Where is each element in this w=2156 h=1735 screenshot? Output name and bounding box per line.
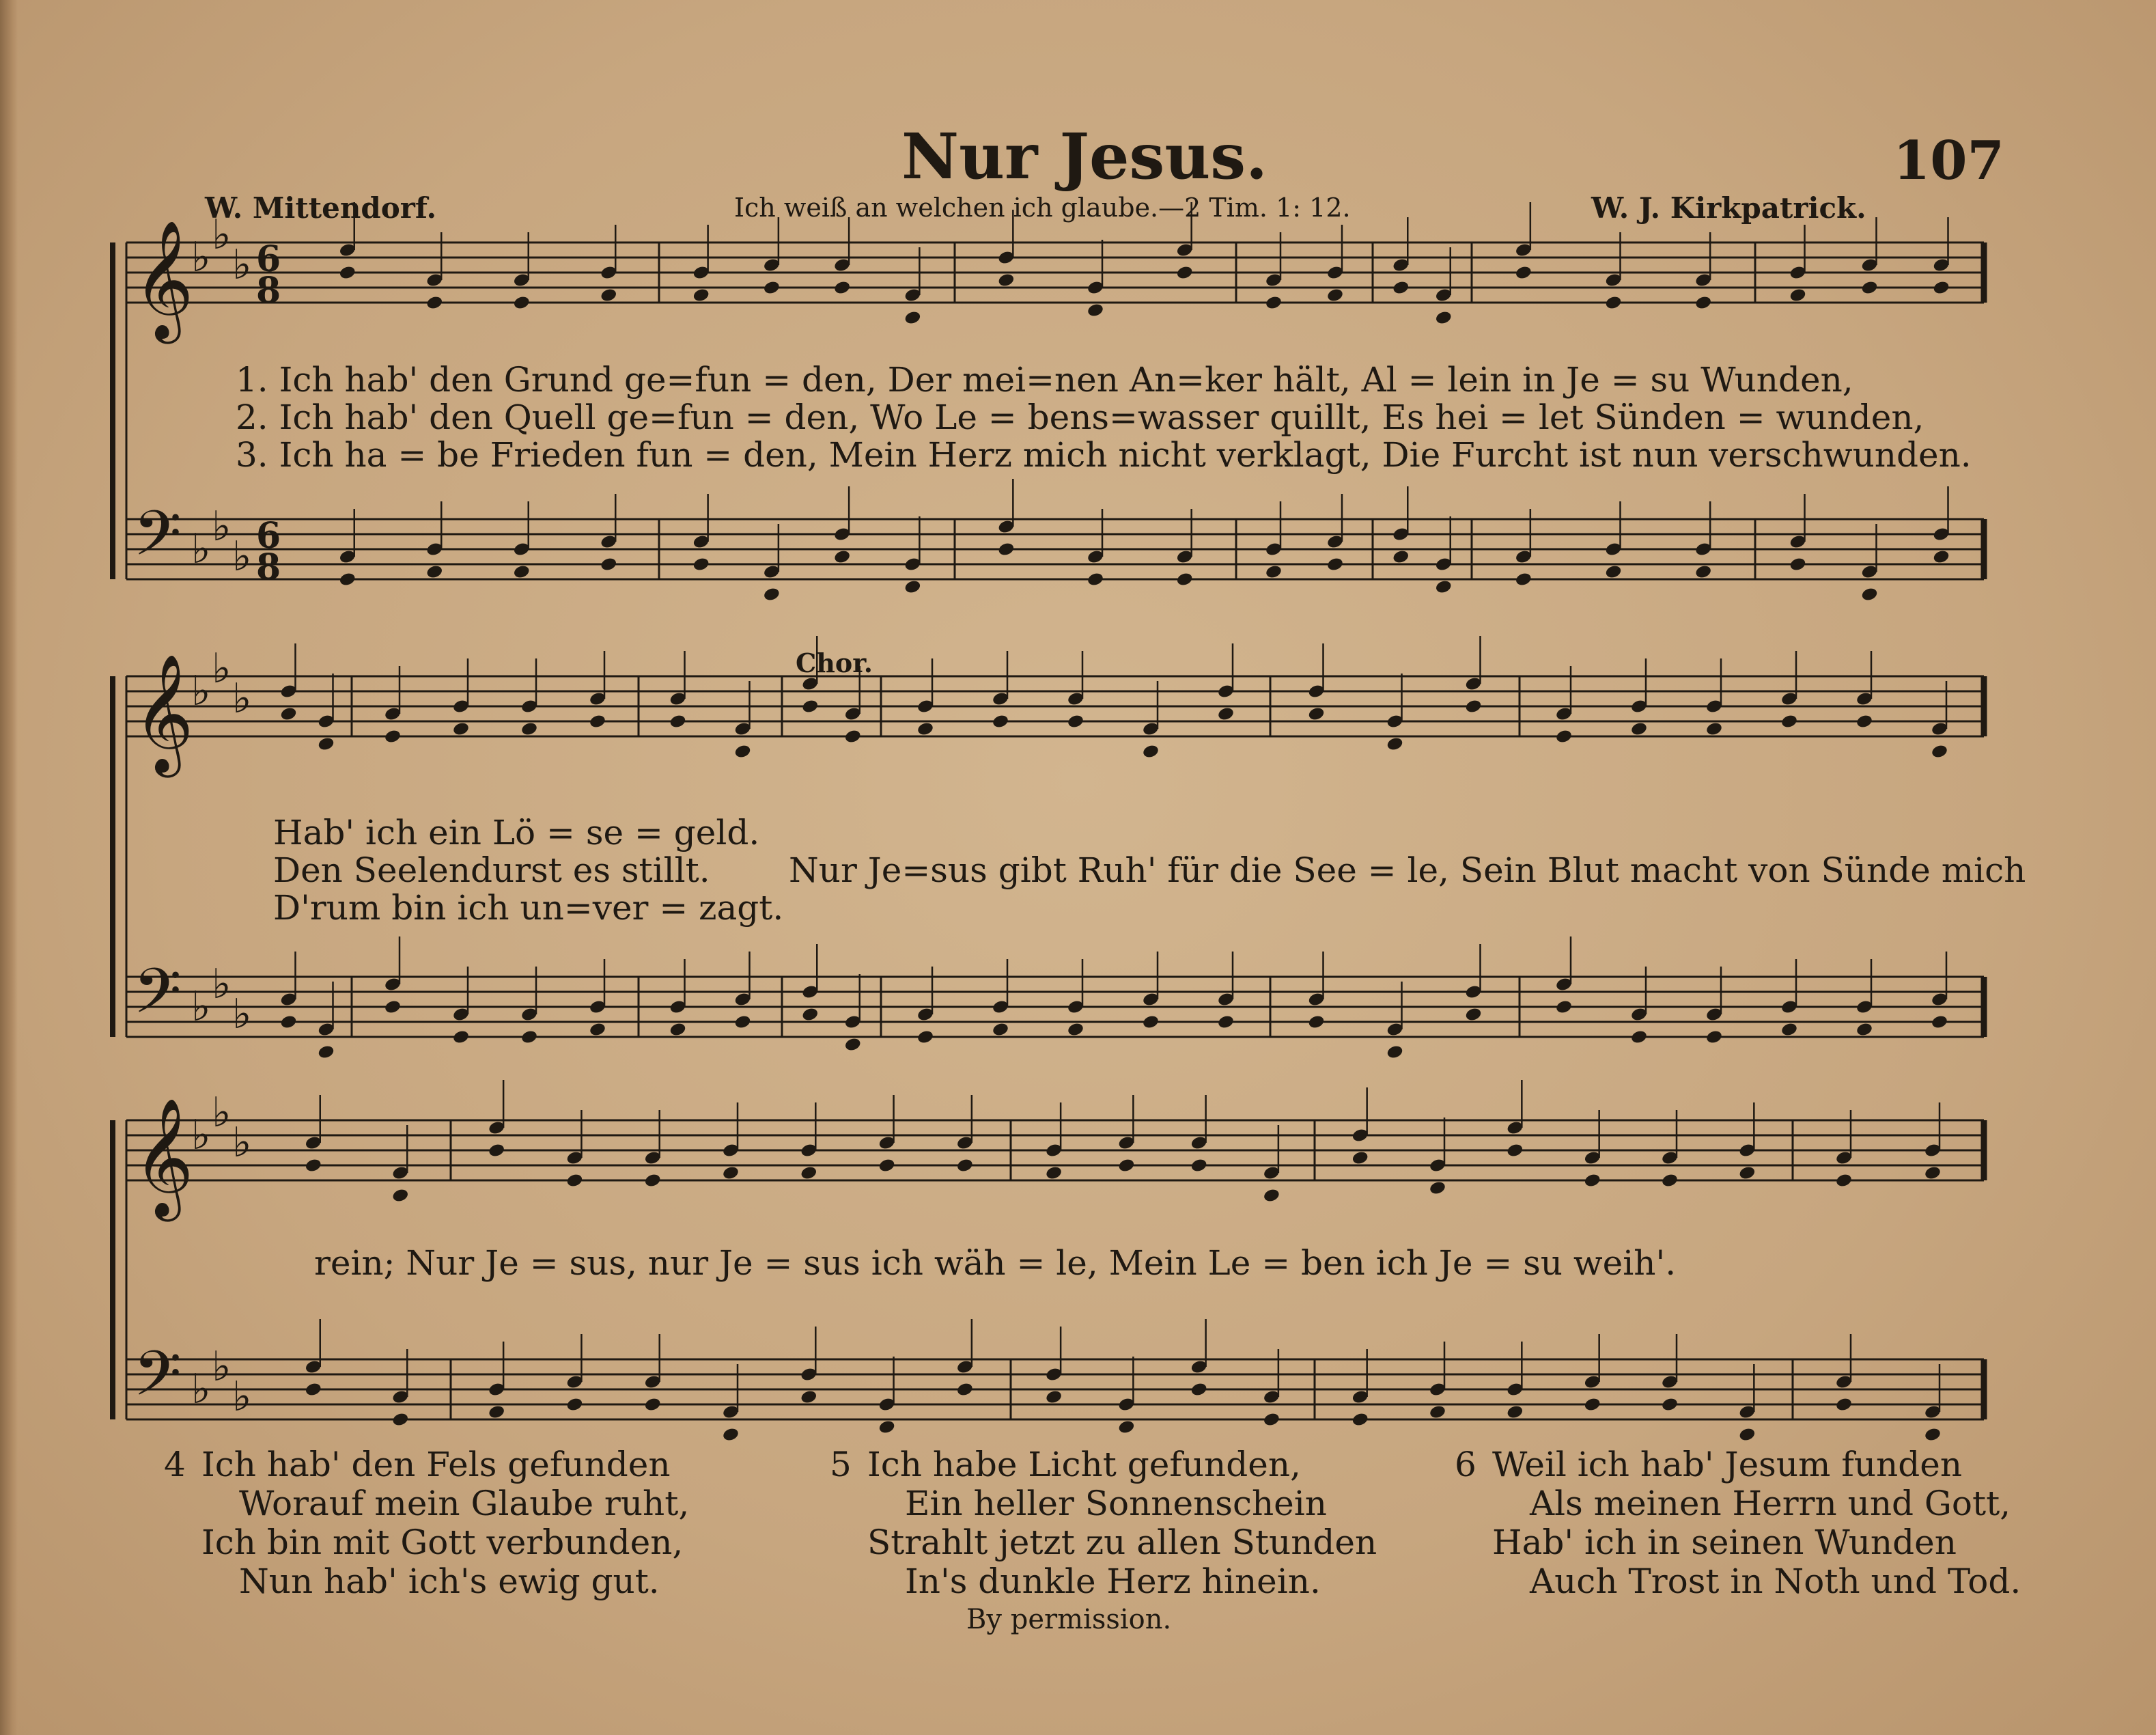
bass-clef-icon: 𝄢 xyxy=(133,497,182,585)
flat-icon: ♭ xyxy=(191,525,211,573)
note-head xyxy=(1506,1143,1524,1158)
note-head xyxy=(513,295,531,311)
note-head xyxy=(1630,721,1648,737)
flat-icon: ♭ xyxy=(191,983,211,1031)
note-head xyxy=(1307,706,1325,722)
note-head xyxy=(452,1029,470,1045)
treble-staff xyxy=(126,676,1984,736)
note-head xyxy=(644,1397,662,1413)
note-head xyxy=(1386,736,1403,752)
note-head xyxy=(722,1427,740,1443)
note-head xyxy=(833,549,851,565)
composer-credit: W. J. Kirkpatrick. xyxy=(1591,191,1866,225)
system2-verse1-lyrics: Hab' ich ein Lö = se = geld. xyxy=(273,813,760,852)
flat-icon: ♭ xyxy=(232,990,252,1038)
note-head xyxy=(600,557,617,572)
note-head xyxy=(1307,1014,1325,1030)
system2-verse3-lyrics: D'rum bin ich un=ver = zagt. xyxy=(273,888,784,928)
note-head xyxy=(1265,295,1283,311)
note-head xyxy=(1555,999,1573,1015)
flat-icon: ♭ xyxy=(212,960,232,1008)
note-head xyxy=(1738,1165,1756,1181)
note-head xyxy=(513,564,531,580)
note-head xyxy=(800,1389,817,1405)
note-head xyxy=(391,1188,409,1204)
flat-icon: ♭ xyxy=(212,211,232,259)
stanza-number: 6 xyxy=(1455,1445,1476,1484)
note-head xyxy=(878,1158,895,1174)
bass-clef-icon: 𝄢 xyxy=(133,1337,182,1425)
note-head xyxy=(1932,280,1950,296)
note-head xyxy=(997,273,1015,288)
note-head xyxy=(1924,1165,1942,1181)
note-head xyxy=(1860,587,1878,602)
note-head xyxy=(992,714,1009,730)
note-head xyxy=(1789,557,1806,572)
note-head xyxy=(1661,1397,1679,1413)
stanza-number: 4 xyxy=(164,1445,186,1484)
note-head xyxy=(1087,572,1104,587)
note-head xyxy=(1506,1404,1524,1420)
note-head xyxy=(1584,1397,1601,1413)
note-head xyxy=(1176,572,1194,587)
note-head xyxy=(1856,714,1873,730)
note-head xyxy=(1435,310,1453,326)
stanza-line: In's dunkle Herz hinein. xyxy=(905,1562,1321,1601)
note-head xyxy=(763,280,781,296)
note-head xyxy=(763,587,781,602)
stanza-number: 5 xyxy=(830,1445,852,1484)
note-head xyxy=(844,1037,862,1053)
time-signature-numerator: 6 xyxy=(256,515,281,557)
note-head xyxy=(305,1382,322,1398)
flat-icon: ♭ xyxy=(212,1343,232,1391)
page-number: 107 xyxy=(1893,130,2004,192)
note-head xyxy=(1932,549,1950,565)
flat-icon: ♭ xyxy=(212,503,232,551)
note-head xyxy=(1835,1397,1853,1413)
note-head xyxy=(1464,699,1482,714)
note-head xyxy=(992,1022,1009,1038)
flat-icon: ♭ xyxy=(212,645,232,693)
note-head xyxy=(339,265,356,281)
note-head xyxy=(1429,1404,1446,1420)
note-head xyxy=(279,1014,297,1030)
bass-clef-icon: 𝄢 xyxy=(133,955,182,1042)
note-head xyxy=(1386,1044,1403,1060)
note-head xyxy=(1326,557,1344,572)
note-head xyxy=(833,280,851,296)
note-head xyxy=(1176,265,1194,281)
note-head xyxy=(305,1158,322,1174)
note-head xyxy=(844,729,862,745)
note-head xyxy=(733,1014,751,1030)
note-head xyxy=(1190,1158,1208,1174)
system1-verse2-lyrics: 2. Ich hab' den Quell ge=fun = den, Wo Le = bens=wasser quillt, Es hei = let Sünden = wunden, xyxy=(236,398,1924,437)
lyricist-credit: W. Mittendorf. xyxy=(205,191,437,225)
note-head xyxy=(1435,579,1453,595)
flat-icon: ♭ xyxy=(191,1111,211,1159)
note-head xyxy=(1924,1427,1942,1443)
note-head xyxy=(997,542,1015,557)
note-head xyxy=(916,1029,934,1045)
note-head xyxy=(1117,1419,1135,1435)
scripture-reference: Ich weiß an welchen ich glaube.—2 Tim. 1: 12. xyxy=(734,193,1351,223)
note-head xyxy=(520,1029,538,1045)
note-head xyxy=(425,295,443,311)
treble-clef-icon: 𝄞 xyxy=(133,1098,194,1217)
note-head xyxy=(1780,714,1798,730)
treble-clef-icon: 𝄞 xyxy=(133,654,194,773)
note-head xyxy=(589,714,606,730)
note-head xyxy=(339,572,356,587)
chorus-lyrics-line1: Nur Je=sus gibt Ruh' für die See = le, Sein Blut macht von Sünde mich xyxy=(789,850,2026,890)
note-head xyxy=(956,1382,974,1398)
note-head xyxy=(1931,1014,1948,1030)
note-head xyxy=(600,288,617,303)
system1-verse3-lyrics: 3. Ich ha = be Frieden fun = den, Mein Herz mich nicht verklagt, Die Furcht ist nun verschwunden. xyxy=(236,435,1972,475)
note-head xyxy=(1789,288,1806,303)
flat-icon: ♭ xyxy=(232,1373,252,1421)
note-head xyxy=(1142,744,1160,760)
bass-staff xyxy=(126,1359,1984,1419)
note-head xyxy=(1694,295,1712,311)
stanza-line: Ich habe Licht gefunden, xyxy=(867,1445,1301,1484)
note-head xyxy=(1661,1173,1679,1189)
note-head xyxy=(1705,721,1723,737)
permission-note: By permission. xyxy=(966,1604,1172,1635)
note-head xyxy=(669,1022,686,1038)
note-head xyxy=(1584,1173,1601,1189)
note-head xyxy=(1604,295,1622,311)
note-head xyxy=(692,288,710,303)
flat-icon: ♭ xyxy=(232,675,252,723)
flat-icon: ♭ xyxy=(191,667,211,715)
note-head xyxy=(692,557,710,572)
note-head xyxy=(488,1404,505,1420)
note-head xyxy=(1263,1188,1280,1204)
note-head xyxy=(1515,572,1532,587)
stanza-line: Nun hab' ich's ewig gut. xyxy=(239,1562,660,1601)
note-head xyxy=(1326,288,1344,303)
stanza-line: Worauf mein Glaube ruht, xyxy=(239,1484,690,1523)
time-signature-numerator: 6 xyxy=(256,238,281,280)
system1-verse1-lyrics: 1. Ich hab' den Grund ge=fun = den, Der mei=nen An=ker hält, Al = lein in Je = su Wunden, xyxy=(236,360,1853,400)
note-head xyxy=(1087,303,1104,318)
note-head xyxy=(317,736,335,752)
note-head xyxy=(565,1173,583,1189)
stanza-line: Als meinen Herrn und Gott, xyxy=(1530,1484,2011,1523)
note-head xyxy=(1067,1022,1084,1038)
stanza-line: Hab' ich in seinen Wunden xyxy=(1492,1523,1957,1562)
note-head xyxy=(1694,564,1712,580)
note-head xyxy=(644,1173,662,1189)
note-head xyxy=(279,706,297,722)
note-head xyxy=(317,1044,335,1060)
note-head xyxy=(1860,280,1878,296)
note-head xyxy=(425,564,443,580)
note-head xyxy=(1705,1029,1723,1045)
hymn-title: Nur Jesus. xyxy=(901,120,1268,193)
note-head xyxy=(1555,729,1573,745)
note-head xyxy=(669,714,686,730)
note-head xyxy=(565,1397,583,1413)
flat-icon: ♭ xyxy=(232,533,252,581)
stanza-line: Strahlt jetzt zu allen Stunden xyxy=(867,1523,1377,1562)
system3-lyrics: rein; Nur Je = sus, nur Je = sus ich wäh = le, Mein Le = ben ich Je = su weih'. xyxy=(314,1243,1677,1283)
note-head xyxy=(1392,280,1410,296)
note-head xyxy=(1067,714,1084,730)
note-head xyxy=(956,1158,974,1174)
chorus-label: Chor. xyxy=(796,648,873,678)
note-head xyxy=(1464,1007,1482,1023)
note-head xyxy=(1780,1022,1798,1038)
stanza-line: Ich bin mit Gott verbunden, xyxy=(201,1523,684,1562)
note-head xyxy=(1352,1150,1369,1166)
note-head xyxy=(384,999,402,1015)
stanza-line: Weil ich hab' Jesum funden xyxy=(1492,1445,1963,1484)
note-head xyxy=(391,1412,409,1428)
note-head xyxy=(1265,564,1283,580)
bass-staff xyxy=(126,977,1984,1037)
note-head xyxy=(904,579,921,595)
stanza-line: Ein heller Sonnenschein xyxy=(905,1484,1327,1523)
note-head xyxy=(800,1165,817,1181)
note-head xyxy=(452,721,470,737)
flat-icon: ♭ xyxy=(191,234,211,281)
note-head xyxy=(520,721,538,737)
note-head xyxy=(1604,564,1622,580)
note-head xyxy=(1630,1029,1648,1045)
stanza-line: Ich hab' den Fels gefunden xyxy=(201,1445,671,1484)
note-head xyxy=(1515,265,1532,281)
note-head xyxy=(488,1143,505,1158)
time-signature-denominator: 8 xyxy=(256,270,281,311)
note-head xyxy=(878,1419,895,1435)
treble-clef-icon: 𝄞 xyxy=(133,220,194,339)
note-head xyxy=(916,721,934,737)
note-head xyxy=(1190,1382,1208,1398)
note-head xyxy=(733,744,751,760)
note-head xyxy=(1835,1173,1853,1189)
note-head xyxy=(1392,549,1410,565)
stanza-line: Auch Trost in Noth und Tod. xyxy=(1530,1562,2021,1601)
note-head xyxy=(801,699,819,714)
note-head xyxy=(904,310,921,326)
note-head xyxy=(1856,1022,1873,1038)
note-head xyxy=(1352,1412,1369,1428)
note-head xyxy=(1217,706,1235,722)
flat-icon: ♭ xyxy=(212,1089,232,1137)
note-head xyxy=(1142,1014,1160,1030)
note-head xyxy=(801,1007,819,1023)
flat-icon: ♭ xyxy=(232,241,252,289)
note-head xyxy=(1117,1158,1135,1174)
note-head xyxy=(1045,1389,1063,1405)
treble-staff xyxy=(126,242,1984,303)
system2-verse2-lyrics: Den Seelendurst es stillt. xyxy=(273,850,710,890)
note-head xyxy=(1931,744,1948,760)
note-head xyxy=(589,1022,606,1038)
note-head xyxy=(384,729,402,745)
note-head xyxy=(1045,1165,1063,1181)
note-head xyxy=(1738,1427,1756,1443)
flat-icon: ♭ xyxy=(191,1365,211,1413)
note-head xyxy=(1429,1180,1446,1196)
note-head xyxy=(1217,1014,1235,1030)
note-head xyxy=(722,1165,740,1181)
time-signature-denominator: 8 xyxy=(256,546,281,588)
flat-icon: ♭ xyxy=(232,1119,252,1167)
note-head xyxy=(1263,1412,1280,1428)
